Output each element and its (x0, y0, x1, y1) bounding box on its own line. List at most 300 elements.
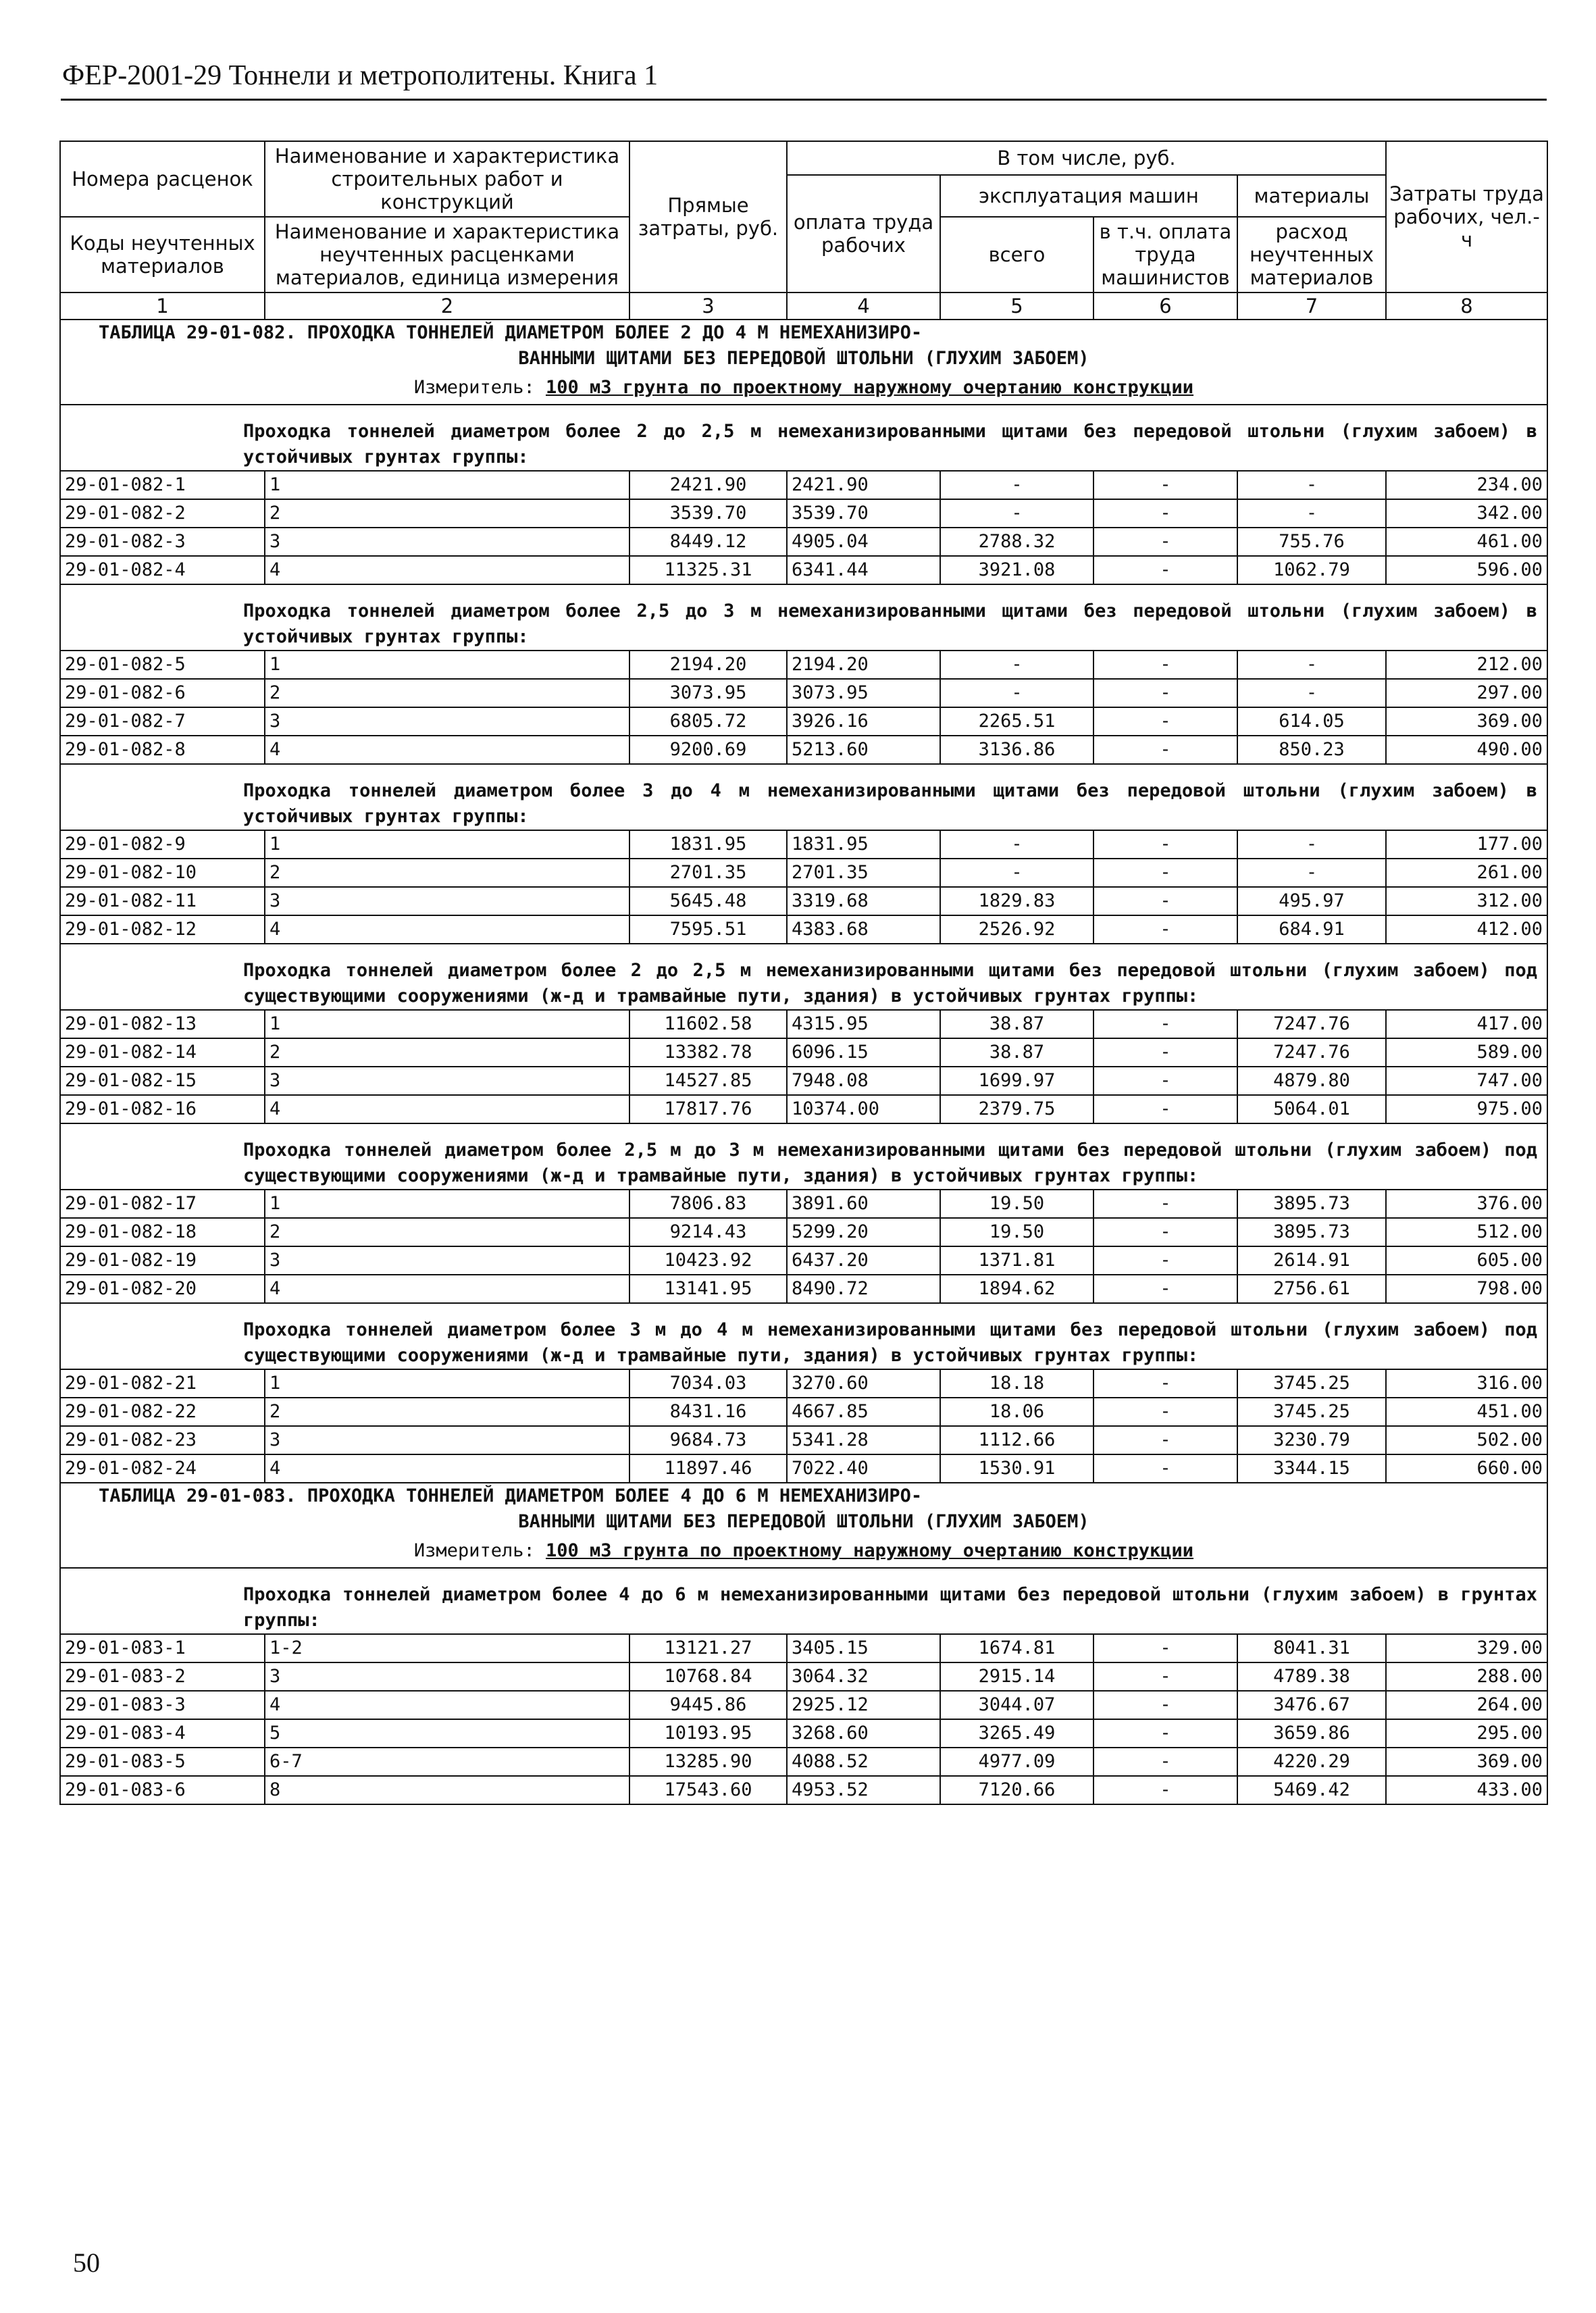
rate-code-cell: 29-01-083-2 (60, 1662, 265, 1691)
table-row (60, 707, 1547, 736)
machines-total-cell: - (940, 651, 1093, 679)
direct-costs-cell: 14527.85 (629, 1067, 787, 1095)
materials-cell: 755.76 (1237, 528, 1386, 556)
labor-pay-cell: 8490.72 (787, 1275, 940, 1303)
meter-label: Измеритель: (413, 1540, 535, 1561)
labor-pay-cell: 4905.04 (787, 528, 940, 556)
machinists-pay-cell: - (1093, 1691, 1237, 1719)
materials-cell: 4220.29 (1237, 1748, 1386, 1776)
section-title: Проходка тоннелей диаметром более 3 до 4 м немеханизированными щитами без передовой штольни (глухим забоем) в устойчивых грунтах группы: (60, 764, 1547, 830)
materials-cell: 3895.73 (1237, 1218, 1386, 1246)
direct-costs-cell: 2194.20 (629, 651, 787, 679)
labor-hours-cell: 212.00 (1386, 651, 1547, 679)
table-meter (60, 372, 1547, 405)
table-title (60, 1483, 1547, 1535)
materials-cell: 4789.38 (1237, 1662, 1386, 1691)
machinists-pay-cell: - (1093, 1634, 1237, 1662)
direct-costs-cell: 2421.90 (629, 471, 787, 499)
materials-cell: - (1237, 471, 1386, 499)
soil-group-cell: 4 (265, 736, 629, 764)
materials-cell: 5469.42 (1237, 1776, 1386, 1804)
section-row (60, 1123, 1547, 1190)
machinists-pay-cell: - (1093, 1095, 1237, 1123)
rate-code-cell: 29-01-083-1 (60, 1634, 265, 1662)
soil-group-cell: 4 (265, 1095, 629, 1123)
rate-code-cell: 29-01-082-13 (60, 1010, 265, 1038)
direct-costs-cell: 7806.83 (629, 1190, 787, 1218)
direct-costs-cell: 1831.95 (629, 830, 787, 859)
rate-code-cell: 29-01-082-1 (60, 471, 265, 499)
col-number: 1 (60, 293, 265, 320)
soil-group-cell: 1 (265, 1190, 629, 1218)
materials-cell: - (1237, 859, 1386, 887)
materials-cell: 3745.25 (1237, 1398, 1386, 1426)
section-title: Проходка тоннелей диаметром более 2,5 м до 3 м немеханизированными щитами без передовой штольни (глухим забоем) под существующими сооружениями (ж-д и трамвайные пути, здания) в устойчивых грунтах группы: (60, 1123, 1547, 1190)
direct-costs-cell: 5645.48 (629, 887, 787, 915)
col-7-header: расход неучтенных материалов (1237, 217, 1386, 293)
labor-pay-cell: 3539.70 (787, 499, 940, 528)
direct-costs-cell: 7595.51 (629, 915, 787, 944)
soil-group-cell: 8 (265, 1776, 629, 1804)
table-row (60, 736, 1547, 764)
direct-costs-cell: 8449.12 (629, 528, 787, 556)
materials-header: материалы (1237, 175, 1386, 217)
rate-code-cell: 29-01-082-24 (60, 1454, 265, 1483)
labor-hours-cell: 297.00 (1386, 679, 1547, 707)
soil-group-cell: 4 (265, 915, 629, 944)
rates-table (59, 141, 1548, 1805)
table-title-line: ТАБЛИЦА 29-01-083. ПРОХОДКА ТОННЕЛЕЙ ДИАМЕТРОМ БОЛЕЕ 4 ДО 6 М НЕМЕХАНИЗИРО- (99, 1485, 923, 1506)
col-6-header: в т.ч. оплата труда машинистов (1093, 217, 1237, 293)
col-number: 7 (1237, 293, 1386, 320)
rate-code-cell: 29-01-082-22 (60, 1398, 265, 1426)
soil-group-cell: 3 (265, 528, 629, 556)
page-number: 50 (73, 2247, 100, 2278)
table-row (60, 915, 1547, 944)
materials-cell: 4879.80 (1237, 1067, 1386, 1095)
machines-total-cell: 2788.32 (940, 528, 1093, 556)
machinists-pay-cell: - (1093, 1218, 1237, 1246)
machinists-pay-cell: - (1093, 1662, 1237, 1691)
machinists-pay-cell: - (1093, 651, 1237, 679)
direct-costs-cell: 10768.84 (629, 1662, 787, 1691)
section-title: Проходка тоннелей диаметром более 2 до 2,5 м немеханизированными щитами без передовой штольни (глухим забоем) под существующими сооружениями (ж-д и трамвайные пути, здания) в устойчивых грунтах группы: (60, 944, 1547, 1010)
materials-cell: 7247.76 (1237, 1010, 1386, 1038)
soil-group-cell: 1 (265, 1369, 629, 1398)
table-row (60, 1275, 1547, 1303)
rate-code-cell: 29-01-082-7 (60, 707, 265, 736)
direct-costs-cell: 9445.86 (629, 1691, 787, 1719)
table-row (60, 679, 1547, 707)
labor-hours-cell: 417.00 (1386, 1010, 1547, 1038)
materials-cell: 850.23 (1237, 736, 1386, 764)
table-row (60, 1691, 1547, 1719)
soil-group-cell: 2 (265, 1218, 629, 1246)
table-row (60, 556, 1547, 584)
table-row (60, 528, 1547, 556)
materials-cell: 3895.73 (1237, 1190, 1386, 1218)
machinists-pay-cell: - (1093, 915, 1237, 944)
direct-costs-cell: 17817.76 (629, 1095, 787, 1123)
materials-cell: - (1237, 830, 1386, 859)
col-number: 2 (265, 293, 629, 320)
direct-costs-cell: 10193.95 (629, 1719, 787, 1748)
table-row (60, 1218, 1547, 1246)
machines-total-cell: 2526.92 (940, 915, 1093, 944)
header-rule (61, 99, 1547, 101)
machinists-pay-cell: - (1093, 736, 1237, 764)
materials-cell: 495.97 (1237, 887, 1386, 915)
machines-total-cell: 18.06 (940, 1398, 1093, 1426)
labor-pay-cell: 3270.60 (787, 1369, 940, 1398)
materials-cell: 7247.76 (1237, 1038, 1386, 1067)
machinists-pay-cell: - (1093, 1369, 1237, 1398)
labor-pay-cell: 3405.15 (787, 1634, 940, 1662)
machines-total-cell: 38.87 (940, 1010, 1093, 1038)
materials-cell: 2756.61 (1237, 1275, 1386, 1303)
labor-hours-cell: 329.00 (1386, 1634, 1547, 1662)
materials-cell: - (1237, 679, 1386, 707)
labor-pay-cell: 4088.52 (787, 1748, 940, 1776)
rate-code-cell: 29-01-082-6 (60, 679, 265, 707)
soil-group-cell: 3 (265, 1067, 629, 1095)
machines-total-cell: 1699.97 (940, 1067, 1093, 1095)
table-row (60, 1038, 1547, 1067)
table-title-line: ВАННЫМИ ЩИТАМИ БЕЗ ПЕРЕДОВОЙ ШТОЛЬНИ (ГЛУХИМ ЗАБОЕМ) (518, 1511, 1089, 1532)
labor-hours-cell: 589.00 (1386, 1038, 1547, 1067)
machinists-pay-cell: - (1093, 1719, 1237, 1748)
labor-hours-cell: 747.00 (1386, 1067, 1547, 1095)
machinists-pay-cell: - (1093, 528, 1237, 556)
materials-cell: 3230.79 (1237, 1426, 1386, 1454)
section-row (60, 1303, 1547, 1369)
soil-group-cell: 6-7 (265, 1748, 629, 1776)
machinists-pay-cell: - (1093, 1190, 1237, 1218)
labor-hours-cell: 316.00 (1386, 1369, 1547, 1398)
labor-pay-cell: 2925.12 (787, 1691, 940, 1719)
table-row (60, 1246, 1547, 1275)
soil-group-cell: 3 (265, 887, 629, 915)
machines-total-cell: 2915.14 (940, 1662, 1093, 1691)
labor-pay-cell: 4383.68 (787, 915, 940, 944)
including-header: В том числе, руб. (787, 141, 1386, 175)
machinists-pay-cell: - (1093, 887, 1237, 915)
labor-hours-cell: 412.00 (1386, 915, 1547, 944)
labor-pay-cell: 3891.60 (787, 1190, 940, 1218)
labor-hours-cell: 512.00 (1386, 1218, 1547, 1246)
soil-group-cell: 2 (265, 1038, 629, 1067)
labor-hours-cell: 605.00 (1386, 1246, 1547, 1275)
table-row (60, 1454, 1547, 1483)
soil-group-cell: 3 (265, 707, 629, 736)
machinists-pay-cell: - (1093, 1454, 1237, 1483)
rate-code-cell: 29-01-082-15 (60, 1067, 265, 1095)
soil-group-cell: 1 (265, 830, 629, 859)
labor-hours-cell: 433.00 (1386, 1776, 1547, 1804)
rate-code-cell: 29-01-083-6 (60, 1776, 265, 1804)
machines-total-cell: 18.18 (940, 1369, 1093, 1398)
direct-costs-cell: 3073.95 (629, 679, 787, 707)
table-row (60, 471, 1547, 499)
direct-costs-cell: 8431.16 (629, 1398, 787, 1426)
section-title: Проходка тоннелей диаметром более 2 до 2,5 м немеханизированными щитами без передовой штольни (глухим забоем) в устойчивых грунтах группы: (60, 405, 1547, 471)
machinists-pay-cell: - (1093, 1038, 1237, 1067)
materials-cell: 8041.31 (1237, 1634, 1386, 1662)
rate-code-cell: 29-01-082-19 (60, 1246, 265, 1275)
header-row-1 (60, 141, 1547, 175)
section-row (60, 405, 1547, 471)
labor-hours-cell: 451.00 (1386, 1398, 1547, 1426)
rate-code-cell: 29-01-083-4 (60, 1719, 265, 1748)
machinists-pay-cell: - (1093, 1067, 1237, 1095)
labor-pay-cell: 3073.95 (787, 679, 940, 707)
direct-costs-cell: 9684.73 (629, 1426, 787, 1454)
table-meter-row (60, 372, 1547, 405)
direct-costs-cell: 13382.78 (629, 1038, 787, 1067)
labor-pay-cell: 5213.60 (787, 736, 940, 764)
table-title (60, 320, 1547, 372)
labor-hours-cell: 369.00 (1386, 707, 1547, 736)
labor-hours-cell: 975.00 (1386, 1095, 1547, 1123)
labor-hours-cell: 490.00 (1386, 736, 1547, 764)
rate-code-cell: 29-01-082-9 (60, 830, 265, 859)
section-row (60, 944, 1547, 1010)
materials-cell: 3476.67 (1237, 1691, 1386, 1719)
machinists-pay-cell: - (1093, 1748, 1237, 1776)
table-row (60, 651, 1547, 679)
col-2-top-header: Наименование и характеристика строительных работ и конструкций (265, 141, 629, 217)
table-row (60, 887, 1547, 915)
rate-code-cell: 29-01-082-12 (60, 915, 265, 944)
machinists-pay-cell: - (1093, 1776, 1237, 1804)
soil-group-cell: 4 (265, 1691, 629, 1719)
soil-group-cell: 2 (265, 499, 629, 528)
machines-header: эксплуатация машин (940, 175, 1237, 217)
machines-total-cell: 1530.91 (940, 1454, 1093, 1483)
materials-cell: 5064.01 (1237, 1095, 1386, 1123)
materials-cell: 2614.91 (1237, 1246, 1386, 1275)
machines-total-cell: - (940, 679, 1093, 707)
machines-total-cell: 4977.09 (940, 1748, 1093, 1776)
machines-total-cell: - (940, 499, 1093, 528)
labor-hours-cell: 177.00 (1386, 830, 1547, 859)
machinists-pay-cell: - (1093, 1246, 1237, 1275)
labor-pay-cell: 5341.28 (787, 1426, 940, 1454)
labor-pay-cell: 5299.20 (787, 1218, 940, 1246)
soil-group-cell: 1-2 (265, 1634, 629, 1662)
col-5-header: всего (940, 217, 1093, 293)
materials-cell: 3344.15 (1237, 1454, 1386, 1483)
machines-total-cell: 1371.81 (940, 1246, 1093, 1275)
table-row (60, 830, 1547, 859)
machines-total-cell: 38.87 (940, 1038, 1093, 1067)
col-8-header: Затраты труда рабочих, чел.-ч (1386, 141, 1547, 293)
labor-hours-cell: 264.00 (1386, 1691, 1547, 1719)
labor-pay-cell: 7948.08 (787, 1067, 940, 1095)
column-numbers-row (60, 293, 1547, 320)
table-row (60, 499, 1547, 528)
machines-total-cell: 1674.81 (940, 1634, 1093, 1662)
soil-group-cell: 4 (265, 556, 629, 584)
soil-group-cell: 2 (265, 1398, 629, 1426)
table-title-row (60, 320, 1547, 372)
meter-label: Измеритель: (413, 377, 535, 398)
table-row (60, 859, 1547, 887)
labor-pay-cell: 10374.00 (787, 1095, 940, 1123)
rate-code-cell: 29-01-082-23 (60, 1426, 265, 1454)
rate-code-cell: 29-01-082-5 (60, 651, 265, 679)
table-title-line: ВАННЫМИ ЩИТАМИ БЕЗ ПЕРЕДОВОЙ ШТОЛЬНИ (ГЛУХИМ ЗАБОЕМ) (518, 348, 1089, 369)
machines-total-cell: 19.50 (940, 1190, 1093, 1218)
machines-total-cell: 3136.86 (940, 736, 1093, 764)
running-header: ФЕР-2001-29 Тоннели и метрополитены. Книга 1 (62, 60, 659, 91)
labor-hours-cell: 502.00 (1386, 1426, 1547, 1454)
machines-total-cell: - (940, 471, 1093, 499)
rate-code-cell: 29-01-082-3 (60, 528, 265, 556)
col-4-header: оплата труда рабочих (787, 175, 940, 293)
machines-total-cell: 1829.83 (940, 887, 1093, 915)
rate-code-cell: 29-01-082-14 (60, 1038, 265, 1067)
machinists-pay-cell: - (1093, 830, 1237, 859)
table-title-line: ТАБЛИЦА 29-01-082. ПРОХОДКА ТОННЕЛЕЙ ДИАМЕТРОМ БОЛЕЕ 2 ДО 4 М НЕМЕХАНИЗИРО- (99, 322, 923, 343)
table-row (60, 1426, 1547, 1454)
labor-hours-cell: 288.00 (1386, 1662, 1547, 1691)
table-title-row (60, 1483, 1547, 1535)
direct-costs-cell: 17543.60 (629, 1776, 787, 1804)
labor-pay-cell: 3268.60 (787, 1719, 940, 1748)
col-number: 6 (1093, 293, 1237, 320)
section-row (60, 764, 1547, 830)
machines-total-cell: 2265.51 (940, 707, 1093, 736)
direct-costs-cell: 9200.69 (629, 736, 787, 764)
soil-group-cell: 3 (265, 1662, 629, 1691)
table-row (60, 1748, 1547, 1776)
table-row (60, 1662, 1547, 1691)
machines-total-cell: 7120.66 (940, 1776, 1093, 1804)
labor-hours-cell: 312.00 (1386, 887, 1547, 915)
labor-pay-cell: 1831.95 (787, 830, 940, 859)
labor-hours-cell: 798.00 (1386, 1275, 1547, 1303)
section-title: Проходка тоннелей диаметром более 3 м до 4 м немеханизированными щитами без передовой штольни (глухим забоем) под существующими сооружениями (ж-д и трамвайные пути, здания) в устойчивых грунтах группы: (60, 1303, 1547, 1369)
labor-hours-cell: 461.00 (1386, 528, 1547, 556)
soil-group-cell: 4 (265, 1454, 629, 1483)
labor-pay-cell: 4953.52 (787, 1776, 940, 1804)
rate-code-cell: 29-01-082-2 (60, 499, 265, 528)
labor-pay-cell: 4667.85 (787, 1398, 940, 1426)
table-row (60, 1398, 1547, 1426)
machines-total-cell: 3044.07 (940, 1691, 1093, 1719)
machines-total-cell: - (940, 859, 1093, 887)
direct-costs-cell: 6805.72 (629, 707, 787, 736)
soil-group-cell: 2 (265, 859, 629, 887)
machines-total-cell: 1894.62 (940, 1275, 1093, 1303)
labor-pay-cell: 2421.90 (787, 471, 940, 499)
materials-cell: - (1237, 499, 1386, 528)
rate-code-cell: 29-01-082-16 (60, 1095, 265, 1123)
machinists-pay-cell: - (1093, 1275, 1237, 1303)
machinists-pay-cell: - (1093, 1426, 1237, 1454)
machinists-pay-cell: - (1093, 499, 1237, 528)
direct-costs-cell: 13285.90 (629, 1748, 787, 1776)
rate-code-cell: 29-01-082-21 (60, 1369, 265, 1398)
machinists-pay-cell: - (1093, 859, 1237, 887)
machines-total-cell: - (940, 830, 1093, 859)
direct-costs-cell: 10423.92 (629, 1246, 787, 1275)
labor-pay-cell: 7022.40 (787, 1454, 940, 1483)
machinists-pay-cell: - (1093, 471, 1237, 499)
direct-costs-cell: 9214.43 (629, 1218, 787, 1246)
col-1-top-header: Номера расценок (60, 141, 265, 217)
labor-pay-cell: 2701.35 (787, 859, 940, 887)
machinists-pay-cell: - (1093, 1398, 1237, 1426)
table-row (60, 1369, 1547, 1398)
soil-group-cell: 2 (265, 679, 629, 707)
labor-pay-cell: 3064.32 (787, 1662, 940, 1691)
rate-code-cell: 29-01-083-3 (60, 1691, 265, 1719)
materials-cell: 684.91 (1237, 915, 1386, 944)
rate-code-cell: 29-01-082-17 (60, 1190, 265, 1218)
labor-pay-cell: 6437.20 (787, 1246, 940, 1275)
rate-code-cell: 29-01-082-4 (60, 556, 265, 584)
soil-group-cell: 3 (265, 1426, 629, 1454)
section-row (60, 584, 1547, 651)
section-title: Проходка тоннелей диаметром более 2,5 до 3 м немеханизированными щитами без передовой штольни (глухим забоем) в устойчивых грунтах группы: (60, 584, 1547, 651)
machines-total-cell: 3265.49 (940, 1719, 1093, 1748)
direct-costs-cell: 7034.03 (629, 1369, 787, 1398)
table-meter (60, 1535, 1547, 1568)
materials-cell: 3659.86 (1237, 1719, 1386, 1748)
direct-costs-cell: 13121.27 (629, 1634, 787, 1662)
labor-pay-cell: 6341.44 (787, 556, 940, 584)
table-row (60, 1776, 1547, 1804)
machines-total-cell: 2379.75 (940, 1095, 1093, 1123)
labor-hours-cell: 295.00 (1386, 1719, 1547, 1748)
table-meter-row (60, 1535, 1547, 1568)
direct-costs-cell: 13141.95 (629, 1275, 787, 1303)
col-2-bottom-header: Наименование и характеристика неучтенных расценками материалов, единица измерения (265, 217, 629, 293)
rate-code-cell: 29-01-082-11 (60, 887, 265, 915)
rate-code-cell: 29-01-082-20 (60, 1275, 265, 1303)
table-row (60, 1095, 1547, 1123)
table-row (60, 1067, 1547, 1095)
direct-costs-cell: 2701.35 (629, 859, 787, 887)
machinists-pay-cell: - (1093, 1010, 1237, 1038)
labor-hours-cell: 342.00 (1386, 499, 1547, 528)
meter-value: 100 м3 грунта по проектному наружному очертанию конструкции (546, 1540, 1194, 1561)
section-row (60, 1568, 1547, 1634)
machinists-pay-cell: - (1093, 679, 1237, 707)
labor-pay-cell: 6096.15 (787, 1038, 940, 1067)
direct-costs-cell: 11897.46 (629, 1454, 787, 1483)
rate-code-cell: 29-01-083-5 (60, 1748, 265, 1776)
labor-pay-cell: 2194.20 (787, 651, 940, 679)
table-row (60, 1719, 1547, 1748)
labor-hours-cell: 369.00 (1386, 1748, 1547, 1776)
labor-hours-cell: 660.00 (1386, 1454, 1547, 1483)
soil-group-cell: 3 (265, 1246, 629, 1275)
direct-costs-cell: 3539.70 (629, 499, 787, 528)
labor-hours-cell: 261.00 (1386, 859, 1547, 887)
labor-hours-cell: 234.00 (1386, 471, 1547, 499)
table-row (60, 1190, 1547, 1218)
col-number: 8 (1386, 293, 1547, 320)
section-title: Проходка тоннелей диаметром более 4 до 6 м немеханизированными щитами без передовой штольни (глухим забоем) в грунтах группы: (60, 1568, 1547, 1634)
labor-pay-cell: 4315.95 (787, 1010, 940, 1038)
machinists-pay-cell: - (1093, 556, 1237, 584)
soil-group-cell: 4 (265, 1275, 629, 1303)
soil-group-cell: 1 (265, 1010, 629, 1038)
col-number: 5 (940, 293, 1093, 320)
